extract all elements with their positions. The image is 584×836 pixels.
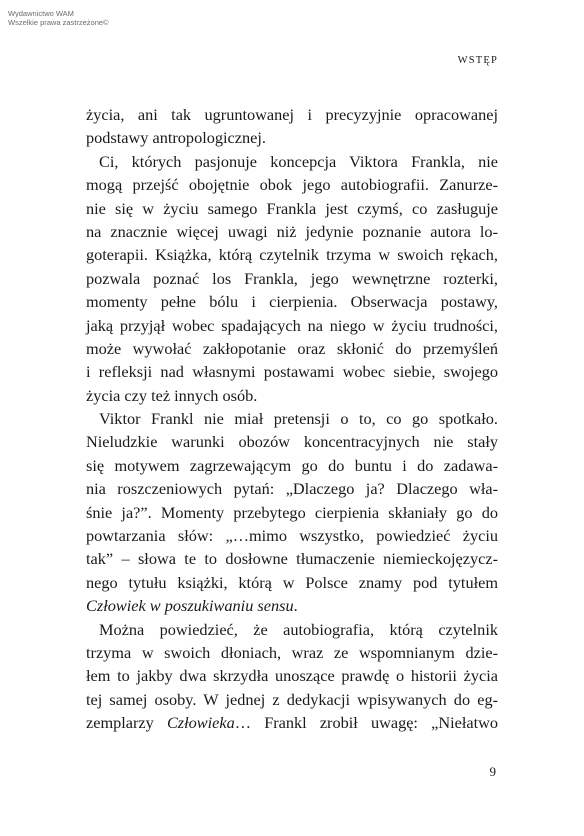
book-title-italic: Człowieka (166, 713, 235, 733)
text-line (86, 711, 498, 734)
text-line: podstawy antropologicznej. (86, 128, 266, 148)
text-line: tej samej osoby. W jednej z dedykacji wpisywanych do eg- (86, 689, 498, 709)
watermark-publisher: Wydawnictwo WAM (8, 9, 74, 18)
body-text (86, 103, 498, 735)
text-line: życia, ani tak ugruntowanej i precyzyjnie opracowanej (86, 105, 498, 124)
text-line: łem to jakby dwa skrzydła unoszące prawdę o historii życia (86, 666, 498, 686)
text-line: mogą przejść obojętnie obok jego autobiografii. Zanurze- (86, 175, 498, 195)
text-line: Ci, których pasjonuje koncepcja Viktora Frankla, nie (99, 151, 498, 171)
text-line (86, 594, 498, 617)
text-line: życia czy też innych osób. (86, 385, 258, 405)
text-line: momenty pełne bólu i cierpienia. Obserwacja postawy, (86, 292, 498, 312)
text-line: powtarzania słów: „…mimo wszystko, powiedzieć życiu (86, 526, 498, 546)
text-segment: zemplarzy (86, 713, 167, 733)
watermark (8, 9, 109, 27)
page-number: 9 (489, 764, 496, 779)
text-line: na znacznie więcej uwagi niż jedynie poznanie autora lo- (86, 221, 498, 241)
text-line: jaką przyjął wobec spadających na niego w życiu trudności, (86, 315, 498, 335)
text-line: Nieludzkie warunki obozów koncentracyjnych nie stały (86, 432, 498, 452)
text-line: Viktor Frankl nie miał pretensji o to, co go spotkało. (99, 409, 498, 429)
text-line: nego tytułu książki, którą w Polsce znamy pod tytułem (86, 572, 498, 592)
book-title-italic: Człowiek w poszukiwaniu sensu (86, 596, 294, 616)
text-segment: … Frankl zrobił uwagę: „Niełatwo (234, 713, 498, 733)
text-line: goterapii. Książka, którą czytelnik trzyma w swoich rękach, (86, 245, 498, 265)
watermark-copyright: Wszelkie prawa zastrzeżone© (8, 18, 109, 27)
text-line: może wywołać zakłopotanie oraz skłonić do przemyśleń (86, 338, 498, 358)
text-line: Można powiedzieć, że autobiografia, którą czytelnik (99, 619, 498, 639)
text-line: nia roszczeniowych pytań: „Dlaczego ja? Dlaczego wła- (86, 479, 498, 499)
text-line: trzyma w swoich dłoniach, wraz ze wspomnianym dzie- (86, 642, 498, 662)
text-line: i refleksji nad własnymi postawami wobec siebie, swojego (86, 362, 498, 382)
text-line: pozwala poznać los Frankla, jego wewnętrzne rozterki, (86, 268, 498, 288)
text-line: śnie ja?”. Momenty przebytego cierpienia skłaniały go do (86, 502, 498, 522)
text-line: tak” – słowa te to dosłowne tłumaczenie niemieckojęzycz- (86, 549, 498, 569)
text-segment: . (293, 596, 298, 616)
running-head: WSTĘP (457, 55, 498, 66)
text-line: się motywem zagrzewającym go do buntu i do zadawa- (86, 455, 498, 475)
text-line: nie się w życiu samego Frankla jest czymś, co zasługuje (86, 198, 498, 218)
